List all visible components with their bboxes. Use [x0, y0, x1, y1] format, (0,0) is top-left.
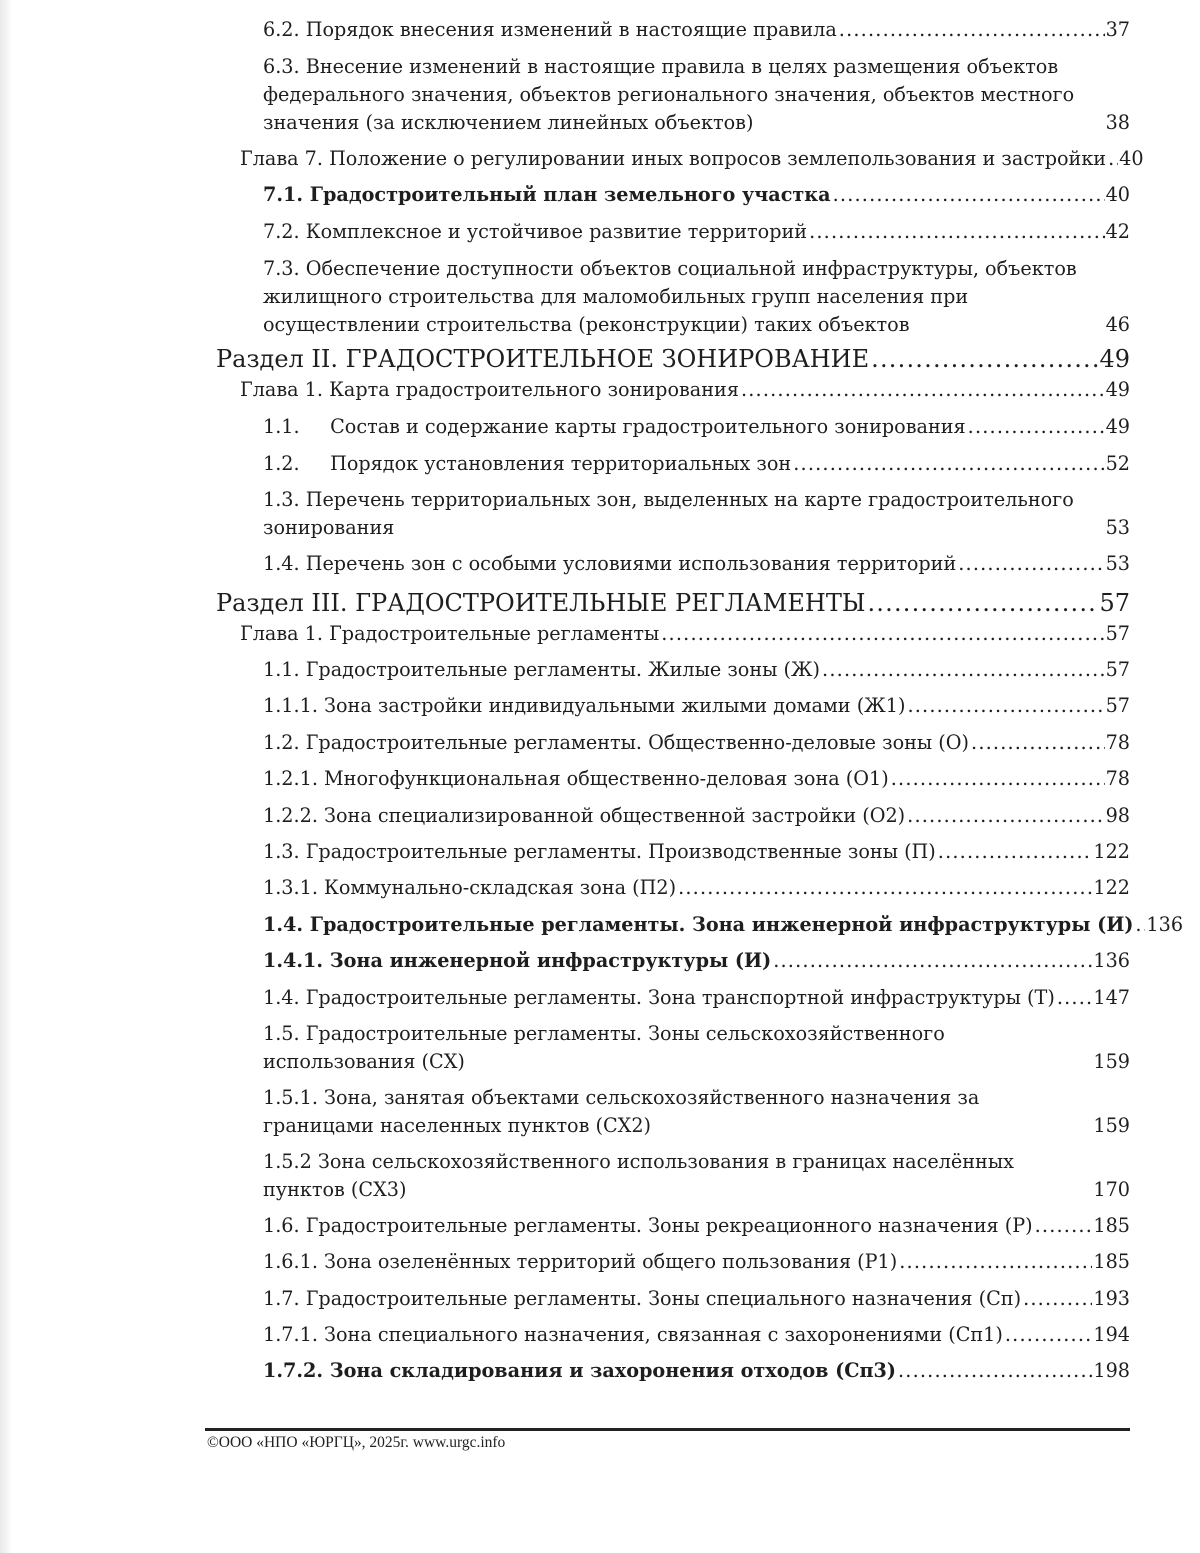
toc-entry-page: 53 — [1105, 516, 1130, 539]
toc-entry-title: 6.2. Порядок внесения изменений в настоящие правила — [263, 18, 837, 41]
toc-entry-1-4-1[interactable] — [263, 947, 1130, 975]
toc-entry-title: 1.4. Градостроительные регламенты. Зона инженерной инфраструктуры (И) — [263, 913, 1134, 936]
toc-entry-page: 49 — [1105, 415, 1130, 438]
toc-leader-dots — [907, 802, 1104, 830]
toc-entry-page: 98 — [1105, 804, 1130, 827]
toc-entry-title: 1.7.2. Зона складирования и захоронения отходов (Сп3) — [263, 1359, 896, 1382]
toc-entry-title: 6.3. Внесение изменений в настоящие правила в целях размещения объектов федерального значения, объектов регионального значения, объектов местного значения (за исключением линейных объектов) — [263, 55, 1075, 134]
toc-leader-dots — [907, 692, 1104, 720]
toc-entry-page: 122 — [1093, 840, 1130, 863]
toc-entry-title: 1.3. Перечень территориальных зон, выделенных на карте градостроительного зонирования — [263, 488, 1074, 539]
toc-entry-title: 1.6.1. Зона озеленённых территорий общего пользования (Р1) — [263, 1250, 898, 1273]
toc-entry-title: Глава 1. Карта градостроительного зонирования — [240, 378, 739, 401]
toc-entry-1-1-residential[interactable] — [263, 656, 1130, 684]
toc-leader-dots — [938, 838, 1093, 866]
toc-leader-dots — [1108, 145, 1118, 173]
footer-copyright: ©ООО «НПО «ЮРГЦ», 2025г. www.urgc.info — [207, 1434, 506, 1451]
toc-entry-1-7-2[interactable] — [263, 1357, 1130, 1385]
toc-leader-dots — [833, 181, 1105, 209]
toc-entry-page: 53 — [1105, 552, 1130, 575]
toc-entry-page: 159 — [1093, 1114, 1130, 1137]
toc-entry-page: 38 — [1105, 111, 1130, 134]
toc-entry-1-5-1[interactable] — [263, 1084, 1130, 1140]
toc-entry-page: 170 — [1093, 1178, 1130, 1201]
scan-edge-shadow — [0, 0, 12, 1553]
toc-entry-1-2-2[interactable] — [263, 802, 1130, 830]
toc-entry-page: 185 — [1093, 1250, 1130, 1273]
toc-entry-page: 193 — [1093, 1287, 1130, 1310]
toc-entry-1-4-special-zones[interactable] — [263, 550, 1130, 578]
toc-entry-1-4-engineering[interactable] — [263, 911, 1184, 939]
toc-entry-title: 1.5. Градостроительные регламенты. Зоны сельскохозяйственного использования (СХ) — [263, 1022, 945, 1073]
toc-leader-dots — [968, 413, 1105, 441]
toc-entry-7-3[interactable] — [263, 255, 1130, 339]
toc-entry-title: 7.2. Комплексное и устойчивое развитие территорий — [263, 220, 808, 243]
toc-leader-dots — [822, 656, 1105, 684]
toc-entry-page: 78 — [1105, 767, 1130, 790]
toc-entry-6-3[interactable] — [263, 53, 1130, 137]
toc-entry-page: 57 — [1099, 589, 1130, 617]
toc-entry-title: 1.5.2 Зона сельскохозяйственного использования в границах населённых пунктов (СХ3) — [263, 1150, 1014, 1201]
toc-leader-dots — [867, 587, 1098, 619]
toc-entry-1-3-list[interactable] — [263, 486, 1130, 542]
toc-entry-6-2[interactable] — [263, 16, 1130, 44]
toc-entry-title: 1.1.1. Зона застройки индивидуальными жилыми домами (Ж1) — [263, 694, 906, 717]
toc-entry-1-7-special[interactable] — [263, 1285, 1130, 1313]
toc-entry-title: Глава 7. Положение о регулировании иных вопросов землепользования и застройки — [240, 147, 1107, 170]
toc-entry-page: 57 — [1105, 694, 1130, 717]
toc-entry-1-7-1[interactable] — [263, 1321, 1130, 1349]
toc-entry-title: 1.4. Перечень зон с особыми условиями использования территорий — [263, 552, 957, 575]
toc-entry-page: 40 — [1119, 147, 1144, 170]
toc-entry-title: 1.2. Градостроительные регламенты. Общественно-деловые зоны (О) — [263, 731, 970, 754]
toc-entry-page: 78 — [1105, 731, 1130, 754]
toc-leader-dots — [839, 16, 1105, 44]
toc-entry-title: 1.2.2. Зона специализированной общественной застройки (О2) — [263, 804, 906, 827]
toc-entry-title: 7.1. Градостроительный план земельного участка — [263, 183, 831, 206]
toc-entry-7-1[interactable] — [263, 181, 1130, 209]
toc-entry-page: 37 — [1105, 18, 1130, 41]
toc-entry-page: 159 — [1093, 1050, 1130, 1073]
toc-leader-dots — [1005, 1321, 1093, 1349]
toc-leader-dots — [809, 218, 1105, 246]
toc-entry-1-1-map[interactable] — [263, 413, 1130, 441]
toc-entry-title: 1.6. Градостроительные регламенты. Зоны рекреационного назначения (Р) — [263, 1214, 1033, 1237]
toc-entry-page: 185 — [1093, 1214, 1130, 1237]
toc-entry-1-5-agricultural[interactable] — [263, 1020, 1130, 1076]
toc-entry-7-2[interactable] — [263, 218, 1130, 246]
toc-entry-page: 40 — [1105, 183, 1130, 206]
toc-leader-dots — [678, 874, 1092, 902]
toc-entry-1-2-business[interactable] — [263, 729, 1130, 757]
toc-entry-page: 42 — [1105, 220, 1130, 243]
toc-entry-title: 1.2. Порядок установления территориальных зон — [263, 452, 792, 475]
toc-entry-1-3-industrial[interactable] — [263, 838, 1130, 866]
toc-entry-title: 1.4. Градостроительные регламенты. Зона транспортной инфраструктуры (Т) — [263, 986, 1055, 1009]
toc-entry-section-3[interactable] — [216, 587, 1130, 619]
toc-leader-dots — [1135, 911, 1145, 939]
toc-entry-1-5-2[interactable] — [263, 1148, 1130, 1204]
toc-leader-dots — [741, 376, 1105, 404]
toc-entry-title: 1.1. Состав и содержание карты градостроительного зонирования — [263, 415, 966, 438]
toc-entry-page: 136 — [1146, 913, 1184, 936]
toc-entry-1-2-1[interactable] — [263, 765, 1130, 793]
toc-entry-1-4-transport[interactable] — [263, 984, 1130, 1012]
toc-entry-page: 136 — [1093, 949, 1130, 972]
toc-leader-dots — [1057, 984, 1093, 1012]
toc-entry-section-2[interactable] — [216, 343, 1130, 375]
toc-leader-dots — [1035, 1212, 1093, 1240]
toc-entry-title: 1.5.1. Зона, занятая объектами сельскохозяйственного назначения за границами населенных пунктов (СХ2) — [263, 1086, 980, 1137]
toc-entry-title: Глава 1. Градостроительные регламенты — [240, 622, 660, 645]
toc-entry-page: 49 — [1099, 345, 1130, 373]
toc-entry-1-3-1[interactable] — [263, 874, 1130, 902]
toc-entry-page: 49 — [1105, 378, 1130, 401]
toc-entry-title: Раздел II. ГРАДОСТРОИТЕЛЬНОЕ ЗОНИРОВАНИЕ — [216, 345, 870, 373]
toc-leader-dots — [971, 729, 1105, 757]
toc-entry-page: 57 — [1105, 658, 1130, 681]
toc-entry-page: 122 — [1093, 876, 1130, 899]
toc-entry-title: 1.7. Градостроительные регламенты. Зоны специального назначения (Сп) — [263, 1287, 1022, 1310]
toc-leader-dots — [871, 343, 1098, 375]
toc-leader-dots — [958, 550, 1104, 578]
toc-leader-dots — [773, 947, 1092, 975]
toc-entry-page: 46 — [1105, 313, 1130, 336]
toc-leader-dots — [898, 1357, 1092, 1385]
toc-entry-page: 147 — [1093, 986, 1130, 1009]
toc-entry-page: 194 — [1093, 1323, 1130, 1346]
toc-leader-dots — [1023, 1285, 1092, 1313]
footer-rule — [205, 1428, 1130, 1431]
toc-entry-1-6-1[interactable] — [263, 1248, 1130, 1276]
toc-entry-title: 1.7.1. Зона специального назначения, связанная с захоронениями (Сп1) — [263, 1323, 1003, 1346]
toc-entry-page: 52 — [1105, 452, 1130, 475]
toc-entry-chapter-7[interactable] — [240, 145, 1144, 173]
toc-entry-title: 1.4.1. Зона инженерной инфраструктуры (И) — [263, 949, 772, 972]
toc-entry-title: 1.3. Градостроительные регламенты. Производственные зоны (П) — [263, 840, 936, 863]
toc-leader-dots — [899, 1248, 1092, 1276]
toc-leader-dots — [891, 765, 1105, 793]
toc-entry-page: 57 — [1105, 622, 1130, 645]
toc-entry-page: 198 — [1093, 1359, 1130, 1382]
toc-leader-dots — [661, 620, 1104, 648]
toc-entry-1-2-zones[interactable] — [263, 450, 1130, 478]
toc-entry-1-1-1[interactable] — [263, 692, 1130, 720]
toc-entry-chapter-1-regulations[interactable] — [240, 620, 1130, 648]
toc-entry-1-6-recreation[interactable] — [263, 1212, 1130, 1240]
toc-entry-title: Раздел III. ГРАДОСТРОИТЕЛЬНЫЕ РЕГЛАМЕНТЫ — [216, 589, 866, 617]
toc-entry-title: 1.3.1. Коммунально-складская зона (П2) — [263, 876, 677, 899]
toc-entry-title: 7.3. Обеспечение доступности объектов социальной инфраструктуры, объектов жилищного строительства для маломобильных групп населения при осуществлении строительства (реконструкции) таких объектов — [263, 257, 1077, 336]
toc-entry-title: 1.1. Градостроительные регламенты. Жилые зоны (Ж) — [263, 658, 821, 681]
toc-leader-dots — [793, 450, 1104, 478]
toc-entry-chapter-1-zoning[interactable] — [240, 376, 1130, 404]
toc-entry-title: 1.2.1. Многофункциональная общественно-деловая зона (О1) — [263, 767, 889, 790]
